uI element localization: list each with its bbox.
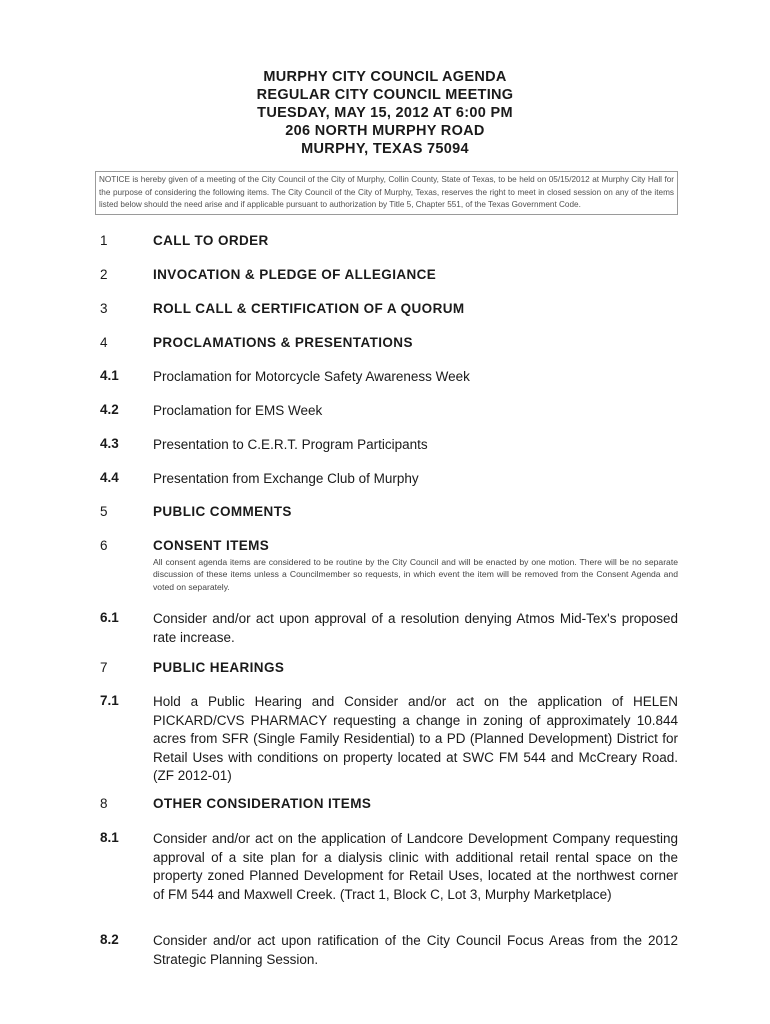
item-title: CALL TO ORDER (153, 233, 269, 248)
header-address: 206 NORTH MURPHY ROAD (285, 123, 485, 139)
item-number: 1 (100, 233, 108, 248)
item-number: 7 (100, 660, 108, 675)
item-number: 3 (100, 301, 108, 316)
item-number: 5 (100, 504, 108, 519)
item-number: 4.2 (100, 402, 119, 417)
item-text: Proclamation for Motorcycle Safety Awareness Week (153, 369, 470, 384)
item-text: Consider and/or act upon approval of a resolution denying Atmos Mid-Tex's proposed rate increase. (153, 611, 678, 645)
item-title: PUBLIC COMMENTS (153, 504, 292, 519)
item-number: 8.2 (100, 932, 119, 947)
header-title: MURPHY CITY COUNCIL AGENDA (263, 69, 507, 85)
item-text: Presentation to C.E.R.T. Program Participants (153, 437, 428, 452)
item-number: 4 (100, 335, 108, 350)
item-text: Hold a Public Hearing and Consider and/or act on the application of HELEN PICKARD/CVS PHARMACY requesting a change in zoning of approximately 10.844 acres from SFR (Single Family Residential) to a PD (Planned Development) District for Retail Uses with conditions on property located at SWC FM 544 and McCreary Road. (ZF 2012-01) (153, 694, 678, 783)
item-title: OTHER CONSIDERATION ITEMS (153, 796, 372, 811)
item-text: Proclamation for EMS Week (153, 403, 323, 418)
item-number: 2 (100, 267, 108, 282)
meeting-notice: NOTICE is hereby given of a meeting of the City Council of the City of Murphy, Collin County, State of Texas, to be held on 05/15/2012 at Murphy City Hall for the purpose of considering the following items. The City Council of the City of Murphy, Texas, reserves the right to meet in closed session on any of the items listed below should the need arise and if applicable pursuant to authorization by Title 5, Chapter 551, of the Texas Government Code. (95, 171, 678, 215)
item-title: INVOCATION & PLEDGE OF ALLEGIANCE (153, 267, 437, 282)
item-number: 4.4 (100, 470, 119, 485)
item-number: 4.1 (100, 368, 119, 383)
item-number: 6.1 (100, 610, 119, 625)
item-title: PROCLAMATIONS & PRESENTATIONS (153, 335, 413, 350)
item-number: 6 (100, 538, 108, 553)
item-text: Consider and/or act upon ratification of the City Council Focus Areas from the 2012 Strategic Planning Session. (153, 933, 678, 967)
item-text: Presentation from Exchange Club of Murphy (153, 471, 419, 486)
item-number: 8.1 (100, 830, 119, 845)
item-title: ROLL CALL & CERTIFICATION OF A QUORUM (153, 301, 465, 316)
header-city: MURPHY, TEXAS 75094 (301, 141, 469, 157)
item-number: 7.1 (100, 693, 119, 708)
header-meeting-type: REGULAR CITY COUNCIL MEETING (256, 87, 514, 103)
item-number: 4.3 (100, 436, 119, 451)
item-number: 8 (100, 796, 108, 811)
header-date-time: TUESDAY, MAY 15, 2012 AT 6:00 PM (257, 105, 513, 121)
item-description: All consent agenda items are considered to be routine by the City Council and will be enacted by one motion. There will be no separate discussion of these items unless a Councilmember so requests, in which event the item will be removed from the Consent Agenda and voted on separately. (153, 557, 678, 592)
item-title: CONSENT ITEMS (153, 538, 270, 553)
item-title: PUBLIC HEARINGS (153, 660, 285, 675)
agenda-header (0, 68, 770, 158)
item-text: Consider and/or act on the application of Landcore Development Company requesting approval of a site plan for a dialysis clinic with additional retail rental space on the property zoned Planned Development for Retail Uses, located at the northwest corner of FM 544 and Maxwell Creek. (Tract 1, Block C, Lot 3, Murphy Marketplace) (153, 831, 678, 902)
